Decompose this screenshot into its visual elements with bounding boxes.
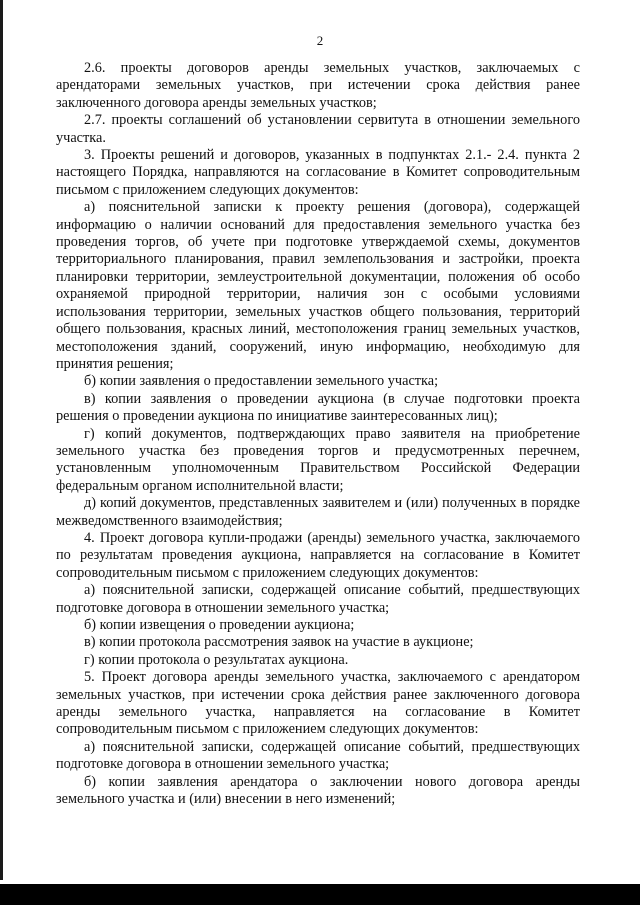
paragraph-5: 5. Проект договора аренды земельного участка, заключаемого с арендатором земельных участков, при истечении срока действия ранее заключенного договора аренды земельного участка, направляется на согласование в Комитет сопроводительным письмом с приложением следующих документов: <box>56 669 580 738</box>
paragraph-4-b: б) копии извещения о проведении аукциона; <box>84 617 355 633</box>
scan-bottom-bar <box>0 884 640 905</box>
paragraph-5-a: а) пояснительной записки, содержащей описание событий, предшествующих подготовке договора в отношении земельного участка; <box>56 738 580 773</box>
paragraph-4-v: в) копии протокола рассмотрения заявок на участие в аукционе; <box>84 634 474 651</box>
paragraph-2-6: 2.6. проекты договоров аренды земельных участков, заключаемых с арендаторами земельных участков, при истечении срока действия ранее заключенного договора аренды земельных участков; <box>56 60 580 111</box>
paragraph-5-b: б) копии заявления арендатора о заключении нового договора аренды земельного участка и (или) внесении в него изменений; <box>56 773 580 808</box>
paragraph-3: 3. Проекты решений и договоров, указанных в подпунктах 2.1.- 2.4. пункта 2 настоящего Порядка, направляются на согласование в Комитет сопроводительным письмом с приложением следующих документов: <box>56 147 580 198</box>
paragraph-4-a: а) пояснительной записки, содержащей описание событий, предшествующих подготовке договора в отношении земельного участка; <box>56 582 580 616</box>
paragraph-3-b: б) копии заявления о предоставлении земельного участка; <box>84 373 439 390</box>
paragraph-4-g: г) копии протокола о результатах аукциона. <box>84 651 349 668</box>
scan-left-edge <box>0 0 3 880</box>
page-number: 2 <box>316 33 324 48</box>
paragraph-3-a: а) пояснительной записки к проекту решения (договора), содержащей информацию о наличии оснований для предоставления земельного участка без проведения торгов, об учете при подготовке утверждаемой схемы, документов территориального планирования, правил землепользования и застройки, проекта планировки территории, землеустроительной документации, положения об особо охраняемой природной территории, наличия зон с особыми условиями использования территории, земельных участков общего пользования, территорий общего пользования, красных линий, местоположения границ земельных участков, местоположения зданий, сооружений, иную информацию, необходимую для принятия решения; <box>56 199 580 372</box>
paragraph-3-v: в) копии заявления о проведении аукциона (в случае подготовки проекта решения о проведении аукциона по инициативе заинтересованных лиц); <box>56 390 580 425</box>
paragraph-2-7: 2.7. проекты соглашений об установлении сервитута в отношении земельного участка. <box>56 112 580 146</box>
paragraph-3-g: г) копий документов, подтверждающих право заявителя на приобретение земельного участка без проведения торгов и предусмотренных перечнем, установленным уполномоченным Правительством Российской Федерации федеральным органом исполнительной власти; <box>56 425 580 494</box>
paragraph-3-d: д) копий документов, представленных заявителем и (или) полученных в порядке межведомственного взаимодействия; <box>56 495 580 529</box>
document-body <box>56 60 580 808</box>
paragraph-4: 4. Проект договора купли-продажи (аренды) земельного участка, заключаемого по результатам проведения аукциона, направляется на согласование в Комитет сопроводительным письмом с приложением следующих документов: <box>56 529 580 581</box>
